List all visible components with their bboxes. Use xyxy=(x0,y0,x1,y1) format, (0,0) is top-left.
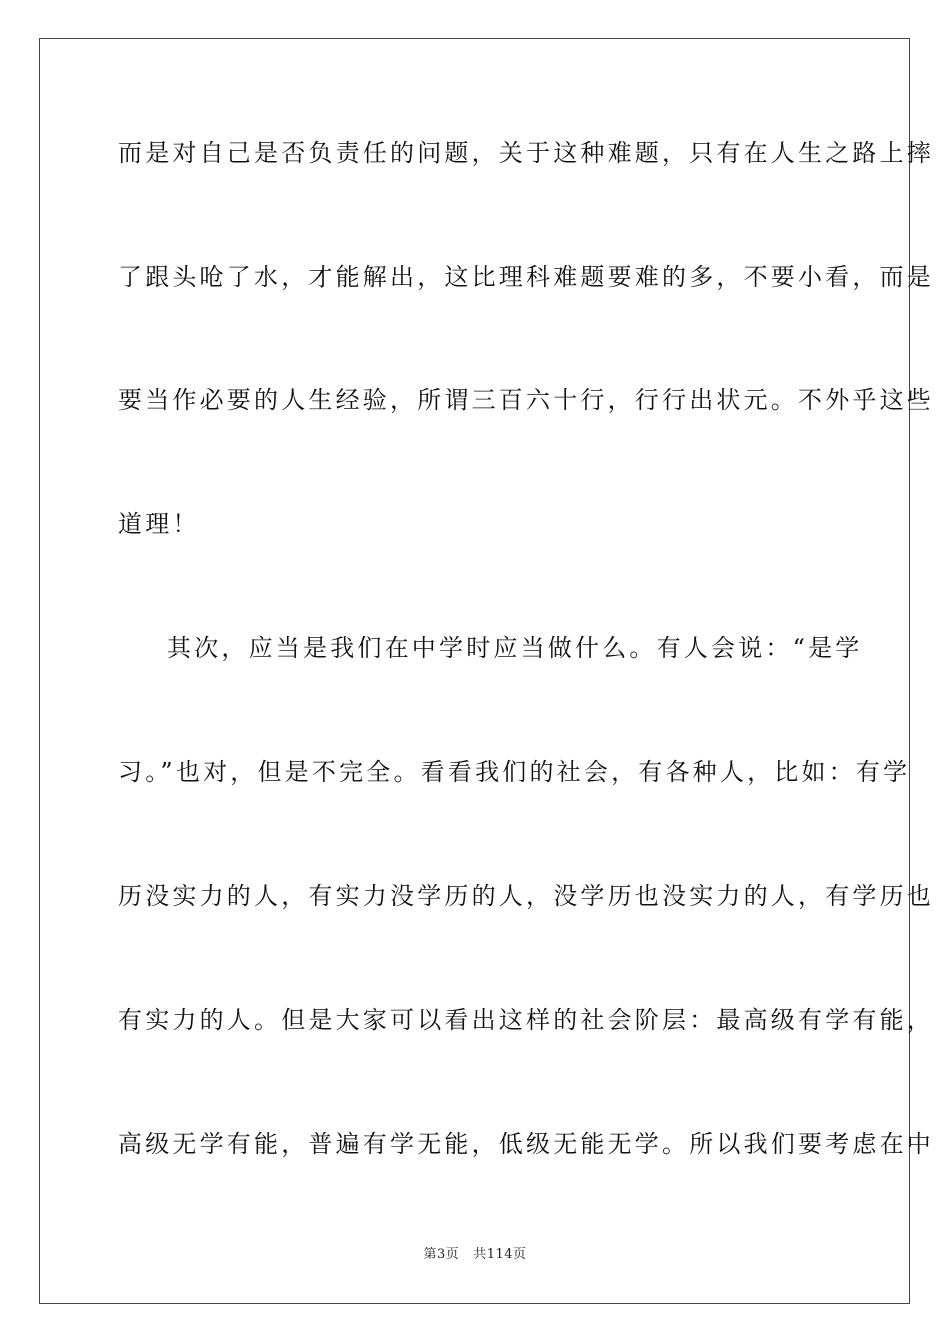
body-text-line: 高级无学有能，普遍有学无能，低级无能无学。所以我们要考虑在中 xyxy=(118,1130,934,1158)
body-text-line: 历没实力的人，有实力没学历的人，没学历也没实力的人，有学历也 xyxy=(118,882,934,910)
paragraph-first-line: 其次，应当是我们在中学时应当做什么。有人会说：“是学 xyxy=(167,634,863,662)
page-frame xyxy=(39,38,934,1304)
body-text-line: 而是对自己是否负责任的问题，关于这种难题，只有在人生之路上摔 xyxy=(118,139,934,167)
total-pages: 共114页 xyxy=(473,1247,527,1262)
page-footer xyxy=(0,1246,950,1264)
body-text-line: 道理！ xyxy=(118,510,200,538)
body-text-line: 要当作必要的人生经验，所谓三百六十行，行行出状元。不外乎这些 xyxy=(118,386,934,414)
page-number: 第3页 xyxy=(423,1247,460,1262)
body-text-line: 有实力的人。但是大家可以看出这样的社会阶层：最高级有学有能， xyxy=(118,1006,934,1034)
body-text-line: 了跟头呛了水，才能解出，这比理科难题要难的多，不要小看，而是 xyxy=(118,263,934,291)
body-text-line: 习。”也对，但是不完全。看看我们的社会，有各种人，比如：有学 xyxy=(118,758,911,786)
